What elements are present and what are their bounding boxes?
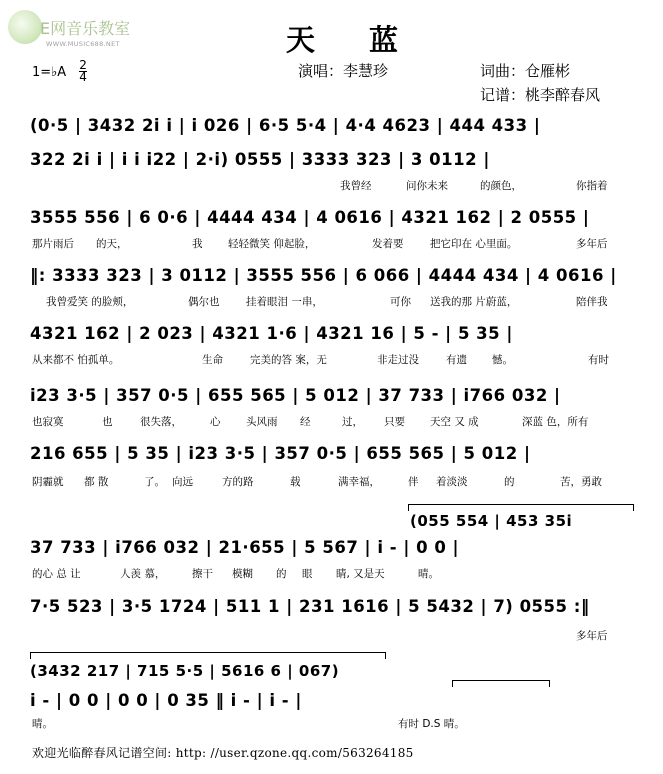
- score-row: ‖: 3333 323 | 3 0112 | 3555 556 | 6 066 | 4444 434 | 4 0616 |: [30, 266, 617, 285]
- lyric-text: 那片雨后: [32, 238, 74, 250]
- lyric-text: 晴。: [32, 718, 53, 730]
- transcriber-credit: 记谱：桃李醉春风: [480, 86, 601, 104]
- lyric-text: 把它印在 心里面。: [430, 238, 518, 250]
- singer-credit: 演唱：李慧珍: [298, 62, 389, 80]
- lyric-text: 方的路: [222, 476, 254, 488]
- lyric-text: 陪伴我: [576, 296, 608, 308]
- lyric-text: 从来都不 怕孤单。: [32, 354, 120, 366]
- lyric-text: 完美的答 案，无: [250, 354, 327, 366]
- lyric-text: 载: [290, 476, 301, 488]
- lyric-text: 天空 又 成: [430, 416, 479, 428]
- logo-name: E网音乐教室: [40, 19, 131, 38]
- lyric-text: 的心 总 让: [32, 568, 81, 580]
- lyric-text: 轻轻微笑 仰起脸，: [228, 238, 316, 250]
- score-row-upper: (3432 217 | 715 5·5 | 5616 6 | 067): [30, 662, 340, 680]
- key-text: 1=♭A: [32, 65, 67, 80]
- footer-text: 欢迎光临醉春风记谱空间: http: //user.qzone.qq.com/563264185: [32, 746, 414, 760]
- triplet-bracket: [452, 680, 550, 687]
- lyric-text: 的: [276, 568, 287, 580]
- score-row: 4321 162 | 2 023 | 4321 1·6 | 4321 16 | 5 - | 5 35 |: [30, 324, 513, 343]
- lyric-text: 我曾爱笑 的脸颊，: [46, 296, 134, 308]
- score-row: (0·5 | 3432 2i i | i 026 | 6·5 5·4 | 4·4 4623 | 444 433 |: [30, 116, 541, 135]
- lyric-text: 很失落，: [140, 416, 182, 428]
- volta-bracket-1: [408, 504, 634, 511]
- lyric-text: 也: [102, 416, 113, 428]
- composer-credit: 词曲：仓雁彬: [480, 62, 571, 80]
- lyric-text: 多年后: [576, 630, 608, 642]
- lyric-text: 睛, 又是天: [336, 568, 385, 580]
- time-denominator: 4: [79, 70, 87, 84]
- lyric-text: 擦干: [192, 568, 213, 580]
- lyric-text: 挂着眼泪 一串，: [246, 296, 323, 308]
- lyric-text: 也寂寞: [32, 416, 64, 428]
- lyric-text: 的颜色，: [480, 180, 522, 192]
- lyric-text: 发着要: [372, 238, 404, 250]
- lyric-text: 阴霾就: [32, 476, 64, 488]
- site-logo: [6, 10, 176, 50]
- lyric-text: 满幸福，: [338, 476, 380, 488]
- logo-url: WWW.MUSIC688.NET: [46, 40, 120, 48]
- score-row: 37 733 | i766 032 | 21·655 | 5 567 | i - | 0 0 |: [30, 538, 460, 557]
- lyric-text: 多年后: [576, 238, 608, 250]
- lyric-text: 憾。: [492, 354, 513, 366]
- score-row: 216 655 | 5 35 | i23 3·5 | 357 0·5 | 655 565 | 5 012 |: [30, 444, 531, 463]
- lyric-text: 眼: [302, 568, 313, 580]
- lyric-text: 经: [300, 416, 311, 428]
- lyric-text: 我: [192, 238, 203, 250]
- lyric-text: 人羡 慕，: [120, 568, 166, 580]
- lyric-text: 问你未来: [406, 180, 448, 192]
- lyric-text: 深蓝 色，所有: [522, 416, 589, 428]
- volta-bracket-2: [30, 652, 386, 659]
- score-row: 322 2i i | i i i22 | 2·i) 0555 | 3333 323 | 3 0112 |: [30, 150, 490, 169]
- lyric-text: 了。: [144, 476, 165, 488]
- lyric-text: 伴: [408, 476, 419, 488]
- lyric-text: 只要: [384, 416, 405, 428]
- lyric-text: 有时 D.S 晴。: [398, 718, 465, 730]
- logo-emblem-icon: [8, 10, 42, 44]
- lyric-text: 我曾经: [340, 180, 372, 192]
- lyric-text: 有遗: [446, 354, 467, 366]
- lyric-text: 头风雨: [246, 416, 278, 428]
- lyric-text: 非走过没: [377, 354, 419, 366]
- time-numerator: 2: [79, 58, 87, 72]
- lyric-text: 晴。: [418, 568, 439, 580]
- lyric-text: 生命: [202, 354, 223, 366]
- lyric-text: 向远: [172, 476, 193, 488]
- lyric-text: 可你: [390, 296, 411, 308]
- score-row-upper: (055 554 | 453 35i: [410, 512, 573, 530]
- lyric-text: 偶尔也: [188, 296, 220, 308]
- lyric-text: 心: [210, 416, 221, 428]
- score-row: 3555 556 | 6 0·6 | 4444 434 | 4 0616 | 4321 162 | 2 0555 |: [30, 208, 590, 227]
- lyric-text: 过，: [342, 416, 363, 428]
- song-title: 天蓝: [286, 23, 453, 57]
- lyric-text: 有时: [588, 354, 609, 366]
- lyric-text: 苦，勇敢: [560, 476, 602, 488]
- score-row: i23 3·5 | 357 0·5 | 655 565 | 5 012 | 37 733 | i766 032 |: [30, 386, 561, 405]
- score-row: 7·5 523 | 3·5 1724 | 511 1 | 231 1616 | 5 5432 | 7) 0555 :‖: [30, 597, 590, 616]
- lyric-text: 着淡淡: [436, 476, 468, 488]
- lyric-text: 模糊: [232, 568, 253, 580]
- lyric-text: 送我的那 片蔚蓝，: [430, 296, 518, 308]
- score-row: i - | 0 0 | 0 0 | 0 35 ‖ i - | i - |: [30, 691, 302, 710]
- lyric-text: 都 散: [84, 476, 109, 488]
- lyric-text: 你指着: [576, 180, 608, 192]
- key-signature: [32, 60, 87, 83]
- lyric-text: 的: [504, 476, 515, 488]
- time-signature: [79, 60, 87, 83]
- lyric-text: 的天，: [96, 238, 128, 250]
